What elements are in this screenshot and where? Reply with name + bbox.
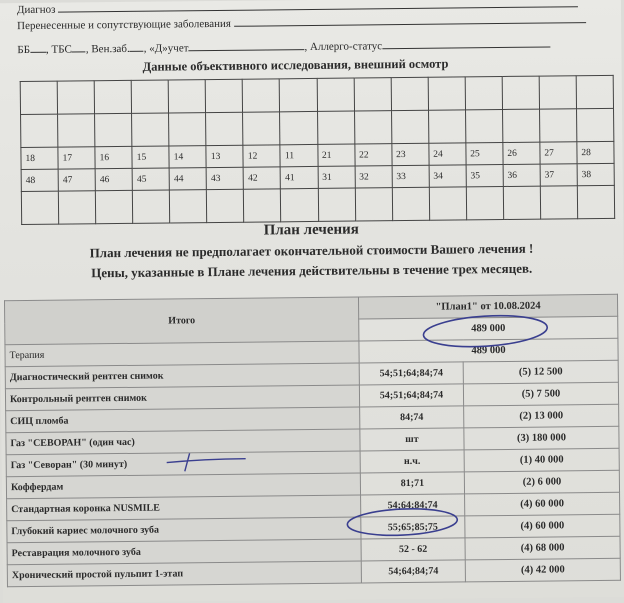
- service-teeth: 84;74: [360, 406, 464, 429]
- d-blank: [188, 40, 304, 51]
- service-teeth: н.ч.: [360, 450, 464, 473]
- tooth-number: 23: [391, 143, 428, 165]
- tooth-number: 45: [132, 168, 169, 190]
- service-price: (1) 40 000: [464, 448, 619, 472]
- tooth-number: 13: [206, 145, 243, 167]
- tooth-number: 48: [21, 169, 58, 191]
- service-name: Диагностический рентген снимок: [5, 363, 359, 389]
- service-teeth: 54;64;84;74: [361, 560, 465, 583]
- allergy-label: , Аллерго-статус: [304, 40, 383, 54]
- status-line: [17, 37, 550, 56]
- tooth-number: 12: [243, 145, 280, 167]
- plan-header: "План1" от 10.08.2024: [358, 294, 617, 319]
- service-name: Реставрация молочного зуба: [7, 539, 361, 565]
- plan-note-cost: План лечения не предполагает окончательной стоимости Вашего лечения !: [89, 240, 534, 261]
- tooth-number: 21: [317, 144, 354, 166]
- therapy-label: Терапия: [5, 341, 359, 367]
- service-price: (4) 68 000: [465, 536, 620, 560]
- comorbid-blank: [234, 13, 586, 27]
- service-name: Контрольный рентген снимок: [5, 385, 359, 411]
- ven-label: , Вен.заб.: [85, 42, 130, 56]
- tooth-number: 47: [58, 169, 95, 191]
- itogo-label: Итого: [4, 297, 358, 345]
- tooth-number: 25: [466, 142, 503, 164]
- service-price: (5) 7 500: [463, 382, 618, 406]
- service-price: (4) 60 000: [465, 514, 620, 538]
- service-name: Газ "СЕВОРАН" (один час): [6, 429, 360, 455]
- service-price: (5) 12 500: [463, 360, 618, 384]
- tooth-number: 43: [206, 167, 243, 189]
- tooth-number: 22: [354, 144, 391, 166]
- ven-blank: [130, 42, 144, 52]
- bb-label: ББ: [17, 43, 31, 57]
- tooth-number: 17: [58, 147, 95, 169]
- diagnosis-label: Диагноз: [16, 3, 56, 17]
- service-teeth: 54;51;64;84;74: [359, 384, 463, 407]
- therapy-total: 489 000: [359, 338, 618, 363]
- service-teeth: шт: [360, 428, 464, 451]
- tooth-number: 31: [318, 166, 355, 188]
- tooth-number: 33: [392, 165, 429, 187]
- tooth-number: 24: [429, 143, 466, 165]
- diagnosis-blank: [58, 0, 578, 13]
- dental-chart: [20, 75, 615, 225]
- bb-blank: [30, 43, 46, 53]
- tooth-number: 26: [503, 142, 540, 164]
- tooth-number: 44: [169, 168, 206, 190]
- exam-title: Данные объективного исследования, внешний осмотр: [142, 56, 449, 74]
- service-price: (4) 60 000: [465, 492, 620, 516]
- treatment-table: [4, 294, 621, 587]
- service-name: СИЦ пломба: [6, 407, 360, 433]
- d-label: , «Д»учет: [143, 42, 189, 55]
- tooth-number: 46: [95, 168, 132, 190]
- tooth-number: 27: [540, 142, 577, 164]
- plan-title: План лечения: [263, 221, 359, 239]
- comorbid-line: [17, 13, 586, 32]
- tooth-number: 36: [503, 164, 540, 186]
- tooth-number: 38: [577, 163, 614, 185]
- service-price: (4) 42 000: [465, 558, 620, 582]
- tooth-number: 42: [243, 167, 280, 189]
- service-teeth: 52 - 62: [361, 538, 465, 561]
- service-price: (2) 6 000: [464, 470, 619, 494]
- tbs-blank: [72, 42, 86, 52]
- tooth-number: 35: [466, 164, 503, 186]
- tbs-label: , ТБС: [45, 43, 72, 56]
- service-name: Хронический простой пульпит 1-этап: [7, 561, 361, 587]
- plan-note-validity: Цены, указанные в Плане лечения действительны в течение трех месяцев.: [91, 260, 533, 281]
- tooth-number: 18: [21, 147, 58, 169]
- tooth-number: 14: [169, 146, 206, 168]
- service-price: (2) 13 000: [464, 404, 619, 428]
- service-teeth: 54;51;64;84;74: [359, 362, 463, 385]
- tooth-number: 16: [95, 146, 132, 168]
- tooth-number: 37: [540, 164, 577, 186]
- tooth-number: 11: [280, 144, 317, 166]
- comorbid-label: Перенесенные и сопутствующие заболевания: [17, 17, 231, 33]
- allergy-blank: [382, 37, 550, 49]
- service-name: Глубокий кариес молочного зуба: [7, 517, 361, 543]
- service-name: Коффердам: [6, 473, 360, 499]
- lower-blank-row: [21, 185, 614, 224]
- tooth-number: 34: [429, 165, 466, 187]
- service-name: Газ "Севоран" (30 минут): [6, 451, 360, 477]
- plan-total: 489 000: [359, 316, 618, 341]
- service-name: Стандартная коронка NUSMILE: [7, 495, 361, 521]
- service-teeth: 81;71: [360, 472, 464, 495]
- tooth-number: 41: [281, 166, 318, 188]
- service-price: (3) 180 000: [464, 426, 619, 450]
- tooth-number: 28: [577, 141, 614, 163]
- service-teeth: 54;64;84;74: [361, 494, 465, 517]
- tooth-number: 15: [132, 146, 169, 168]
- service-teeth: 55;65;85;75: [361, 516, 465, 539]
- tooth-number: 32: [355, 166, 392, 188]
